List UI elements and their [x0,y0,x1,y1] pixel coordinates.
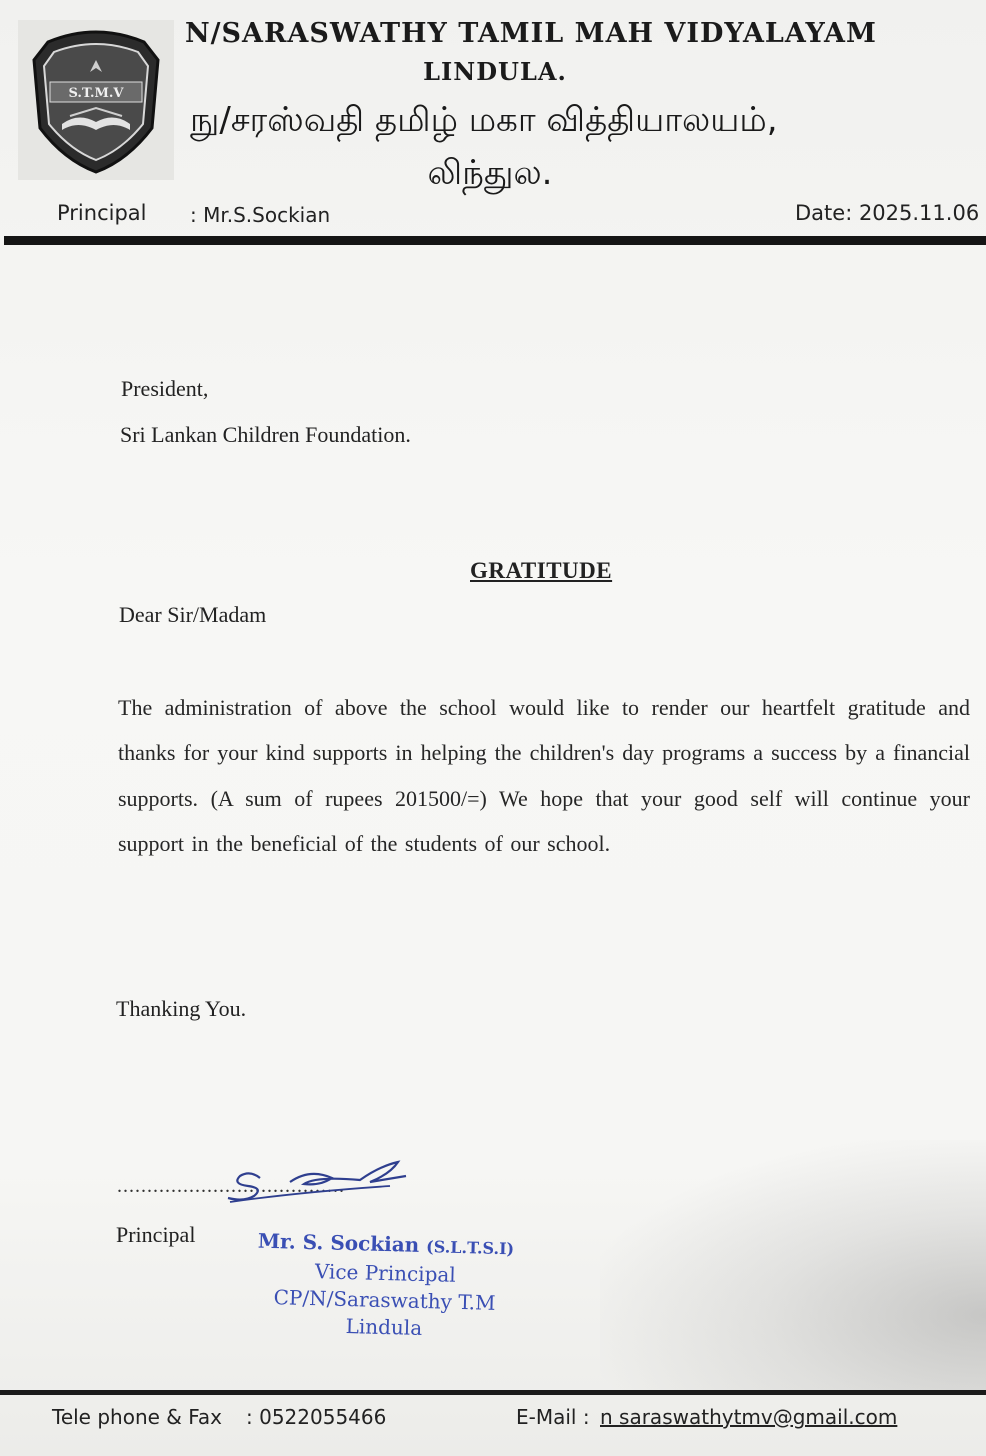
photo-shadow [600,1140,986,1390]
shield-icon [18,20,174,180]
footer-phone: : 0522055466 [246,1405,387,1429]
stamp-qualification: (S.L.T.S.I) [425,1237,515,1259]
letter-body: The administration of above the school would like to render our heartfelt gratitude and thanks for your kind supports in helping the children's day programs a success by a financial supports. (A sum of rupees 201500/=) We hope that your good self will continue your support in the beneficial of the students of our school. [118,695,970,856]
signature-line: ...................................... [117,1175,345,1197]
letter-subject: GRATITUDE [470,558,613,583]
stamp-name: Mr. S. Sockian [257,1228,420,1257]
handwritten-signature [220,1156,410,1206]
header-divider [4,236,986,245]
closing: Thanking You. [116,996,247,1021]
recipient-title: President, [121,376,209,401]
official-stamp [239,1226,532,1345]
school-town-english: LINDULA. [423,57,567,86]
signatory-role: Principal [116,1222,196,1247]
school-name-english: N/SARASWATHY TAMIL MAH VIDYALAYAM [185,18,877,49]
stamp-school: CP/N/Saraswathy T.M [273,1285,496,1315]
principal-label: Principal [57,201,147,225]
footer-divider [0,1390,986,1395]
footer-email-label: E-Mail : [516,1405,590,1429]
footer-phone-label: Tele phone & Fax [52,1405,222,1429]
footer-email-link[interactable]: n saraswathytmv@gmail.com [600,1405,898,1429]
principal-name: : Mr.S.Sockian [190,203,331,227]
school-name-tamil: நு/சரஸ்வதி தமிழ் மகா வித்தியாலயம், [190,100,778,140]
crest-text: S.T.M.V [68,86,124,101]
school-town-tamil: லிந்துல. [427,153,553,193]
letter-date: Date: 2025.11.06 [795,201,980,225]
stamp-designation: Vice Principal [314,1259,457,1287]
stamp-town: Lindula [345,1313,423,1340]
recipient-organization: Sri Lankan Children Foundation. [120,422,411,447]
school-crest-logo [18,20,174,180]
salutation: Dear Sir/Madam [119,602,267,627]
